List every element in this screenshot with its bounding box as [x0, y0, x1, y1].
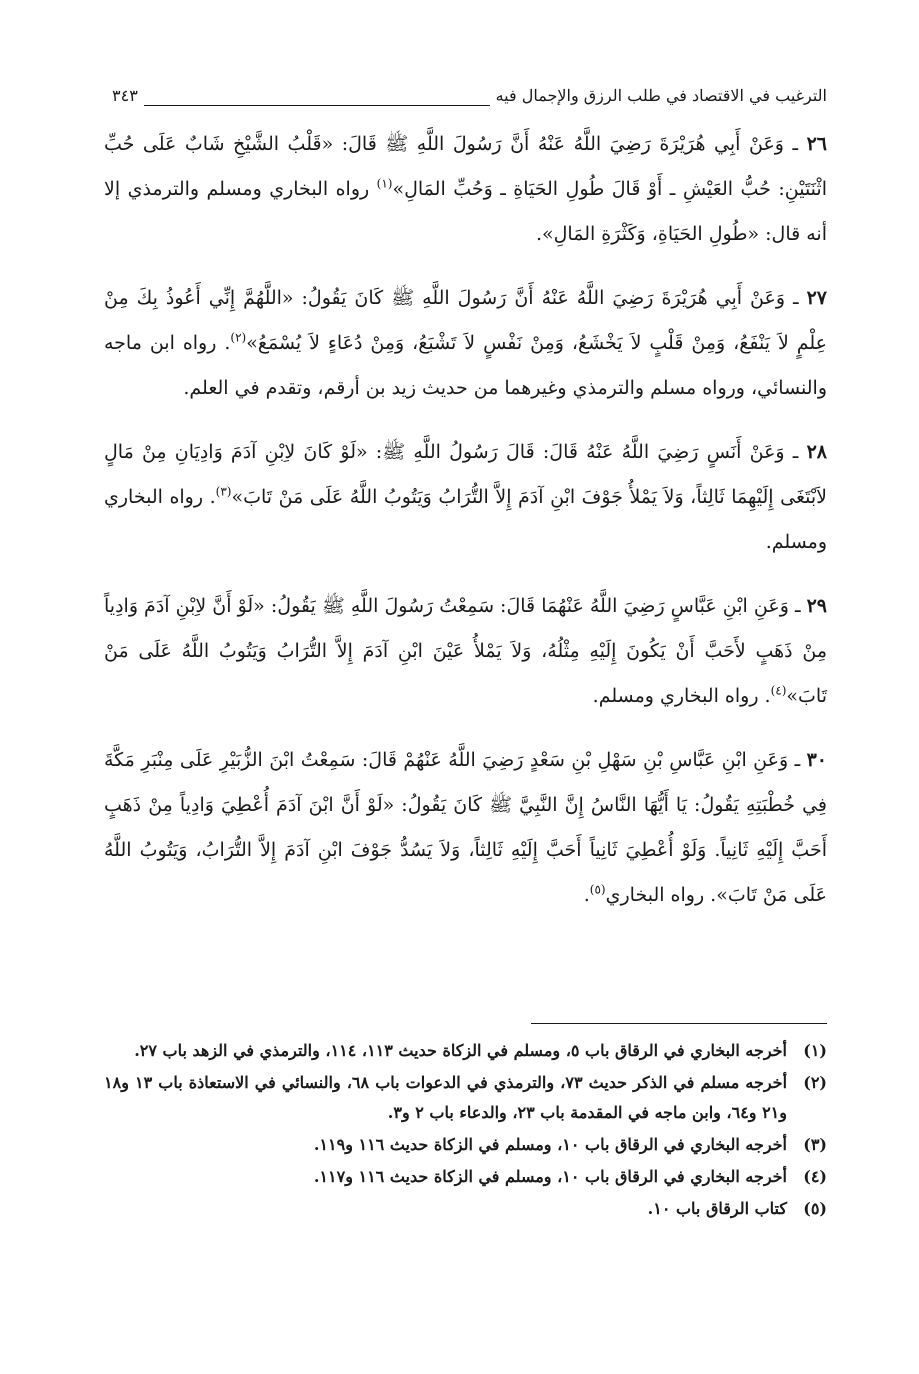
footnote-number: (٣) [803, 1135, 827, 1154]
hadith-tail: . رواه ابن ماجه والنسائي، ورواه مسلم والترمذي وغيرهما من حديث زيد بن أرقم، وتقدم في العلم. [104, 332, 827, 399]
footnote-number: (١) [803, 1041, 827, 1060]
hadith-text: وَعَنِ ابْنِ عَبَّاسِ بْنِ سَهْلِ بْنِ سَعْدٍ رَضِيَ اللَّهُ عَنْهُمْ قَالَ: سَمِعْتُ ابْنَ الزُّبَيْرِ عَلَى مِنْبَرِ مَكَّةَ فِي خُطْبَتِهِ يَقُولُ: يَا أَيُّهَا النَّاسُ إِنَّ النَّبِيَّ ﷺ كَانَ يَقُولُ: «لَوْ أَنَّ ابْنَ آدَمَ أُعْطِيَ وَادِياً مِنْ ذَهَبٍ أَحَبَّ إِلَيْهِ ثَانِياً. وَلَوْ أُعْطِيَ ثَانِياً أَحَبَّ إِلَيْهِ ثَالِثاً، وَلاَ يَسُدُّ جَوْفَ ابْنِ آدَمَ إِلاَّ التُّرَابُ، وَيَتُوبُ اللَّهُ عَلَى مَنْ تَابَ». رواه البخاري [104, 749, 827, 906]
hadith-number: ٢٨ [806, 441, 827, 463]
footnote-3 [104, 1130, 827, 1160]
footnote-4 [104, 1162, 827, 1192]
footnote-text: أخرجه البخاري في الرقاق باب ١٠، ومسلم في الزكاة حديث ١١٦ و١١٧. [313, 1167, 787, 1186]
hadith-29: ٢٩ ـ وَعَنِ ابْنِ عَبَّاسٍ رَضِيَ اللَّهُ عَنْهُمَا قَالَ: سَمِعْتُ رَسُولَ اللَّهِ ﷺ يَقُولُ: «لَوْ أَنَّ لاِبْنِ آدَمَ وَادِياً مِنْ ذَهَبٍ لأَحَبَّ أَنْ يَكُونَ إِلَيْهِ مِثْلُهُ، وَلاَ يَمْلأُ عَيْنَ ابْنِ آدَمَ إِلاَّ التُّرَابُ وَيَتُوبُ اللَّهُ عَلَى مَنْ تَابَ»$^{(٤)}$. رواه البخاري ومسلم. [104, 595, 827, 707]
footnote-5 [104, 1194, 827, 1224]
hadith-text: وَعَنْ أَبِي هُرَيْرَةَ رَضِيَ اللَّهُ عَنْهُ أَنَّ رَسُولَ اللَّهِ ﷺ قَالَ: «قَلْبُ الشَّيْخِ شَابٌ عَلَى حُبِّ اثْنَتَيْنِ: حُبُّ العَيْشِ ـ أَوْ قَالَ طُولِ الحَيَاةِ ـ وَحُبِّ المَالِ» [104, 133, 827, 200]
hadith-tail: . رواه البخاري ومسلم. [592, 685, 771, 707]
hadith-28: ٢٨ ـ وَعَنْ أَنَسٍ رَضِيَ اللَّهُ عَنْهُ قَالَ: قَالَ رَسُولُ اللَّهِ ﷺ: «لَوْ كَانَ لاِبْنِ آدَمَ وَادِيَانِ مِنْ مَالٍ لاَبْتَغَى إِلَيْهِمَا ثَالِثاً، وَلاَ يَمْلأُ جَوْفَ ابْنِ آدَمَ إِلاَّ التُّرَابُ وَيَتُوبُ اللَّهُ عَلَى مَنْ تَابَ»$^{(٣)}$. رواه البخاري ومسلم. [104, 441, 827, 553]
hadith-tail: . رواه البخاري ومسلم. [104, 486, 827, 553]
footnote-ref[interactable]: (٢) [230, 330, 247, 345]
footnote-number: (٥) [803, 1199, 827, 1218]
hadith-tail: . [583, 884, 590, 906]
hadith-27: ٢٧ ـ وَعَنْ أَبِي هُرَيْرَةَ رَضِيَ اللَّهُ عَنْهُ أَنَّ رَسُولَ اللَّهِ ﷺ كَانَ يَقُولُ: «اللَّهُمَّ إِنِّي أَعُوذُ بِكَ مِنْ عِلْمٍ لاَ يَنْفَعُ، وَمِنْ قَلْبٍ لاَ يَخْشَعُ، وَمِنْ نَفْسٍ لاَ تَشْبَعُ، وَمِنْ دُعَاءٍ لاَ يُسْمَعُ»$^{(٢)}$. رواه ابن ماجه والنسائي، ورواه مسلم والترمذي وغيرهما من حديث زيد بن أرقم، وتقدم في العلم. [104, 287, 827, 399]
page-number: ٣٤٣ [112, 86, 138, 105]
footnote-text: أخرجه مسلم في الذكر حديث ٧٣، والترمذي في الدعوات باب ٦٨، والنسائي في الاستعاذة باب ١٣ و١٨ و٢١ و٦٤، وابن ماجه في المقدمة باب ٢٣، والدعاء باب ٢ و٣. [104, 1073, 788, 1122]
footnote-text: أخرجه البخاري في الرقاق باب ١٠، ومسلم في الزكاة حديث ١١٦ و١١٩. [313, 1135, 787, 1154]
hadith-number: ٣٠ [806, 749, 827, 771]
header-rule [144, 105, 490, 106]
hadith-body [104, 122, 827, 937]
footnote-number: (٤) [803, 1167, 827, 1186]
hadith-number: ٢٩ [806, 595, 827, 617]
footnote-number: (٢) [803, 1073, 827, 1092]
footnote-separator [531, 1023, 827, 1024]
running-header [112, 84, 827, 108]
hadith-30: ٣٠ ـ وَعَنِ ابْنِ عَبَّاسِ بْنِ سَهْلِ بْنِ سَعْدٍ رَضِيَ اللَّهُ عَنْهُمْ قَالَ: سَمِعْتُ ابْنَ الزُّبَيْرِ عَلَى مِنْبَرِ مَكَّةَ فِي خُطْبَتِهِ يَقُولُ: يَا أَيُّهَا النَّاسُ إِنَّ النَّبِيَّ ﷺ كَانَ يَقُولُ: «لَوْ أَنَّ ابْنَ آدَمَ أُعْطِيَ وَادِياً مِنْ ذَهَبٍ أَحَبَّ إِلَيْهِ ثَانِياً. وَلَوْ أُعْطِيَ ثَانِياً أَحَبَّ إِلَيْهِ ثَالِثاً، وَلاَ يَسُدُّ جَوْفَ ابْنِ آدَمَ إِلاَّ التُّرَابُ، وَيَتُوبُ اللَّهُ عَلَى مَنْ تَابَ». رواه البخاري$^{(٥)}$. [104, 749, 827, 906]
footnote-ref[interactable]: (٣) [215, 484, 232, 499]
footnote-ref[interactable]: (٥) [589, 882, 606, 897]
header-title: الترغيب في الاقتصاد في طلب الرزق والإجمال فيه [495, 86, 827, 105]
footnote-text: أخرجه البخاري في الرقاق باب ٥، ومسلم في الزكاة حديث ١١٣، ١١٤، والترمذي في الزهد باب ٢٧. [134, 1041, 787, 1060]
hadith-number: ٢٦ [806, 133, 827, 155]
hadith-number: ٢٧ [806, 287, 827, 309]
footnote-2 [104, 1068, 827, 1128]
hadith-text: وَعَنْ أَبِي هُرَيْرَةَ رَضِيَ اللَّهُ عَنْهُ أَنَّ رَسُولَ اللَّهِ ﷺ كَانَ يَقُولُ: «اللَّهُمَّ إِنِّي أَعُوذُ بِكَ مِنْ عِلْمٍ لاَ يَنْفَعُ، وَمِنْ قَلْبٍ لاَ يَخْشَعُ، وَمِنْ نَفْسٍ لاَ تَشْبَعُ، وَمِنْ دُعَاءٍ لاَ يُسْمَعُ» [104, 287, 827, 354]
hadith-text: وَعَنْ أَنَسٍ رَضِيَ اللَّهُ عَنْهُ قَالَ: قَالَ رَسُولُ اللَّهِ ﷺ: «لَوْ كَانَ لاِبْنِ آدَمَ وَادِيَانِ مِنْ مَالٍ لاَبْتَغَى إِلَيْهِمَا ثَالِثاً، وَلاَ يَمْلأُ جَوْفَ ابْنِ آدَمَ إِلاَّ التُّرَابُ وَيَتُوبُ اللَّهُ عَلَى مَنْ تَابَ» [104, 441, 827, 508]
hadith-tail: رواه البخاري ومسلم والترمذي إلا أنه قال: «طُولِ الحَيَاةِ، وَكَثْرَةِ المَالِ». [104, 178, 827, 245]
footnotes [104, 1036, 827, 1226]
footnote-ref[interactable]: (٤) [770, 683, 787, 698]
hadith-text: وَعَنِ ابْنِ عَبَّاسٍ رَضِيَ اللَّهُ عَنْهُمَا قَالَ: سَمِعْتُ رَسُولَ اللَّهِ ﷺ يَقُولُ: «لَوْ أَنَّ لاِبْنِ آدَمَ وَادِياً مِنْ ذَهَبٍ لأَحَبَّ أَنْ يَكُونَ إِلَيْهِ مِثْلُهُ، وَلاَ يَمْلأُ عَيْنَ ابْنِ آدَمَ إِلاَّ التُّرَابُ وَيَتُوبُ اللَّهُ عَلَى مَنْ تَابَ» [104, 595, 827, 707]
footnote-1 [104, 1036, 827, 1066]
footnote-text: كتاب الرقاق باب ١٠. [647, 1199, 787, 1218]
footnote-ref[interactable]: (١) [376, 176, 393, 191]
hadith-26: ٢٦ ـ وَعَنْ أَبِي هُرَيْرَةَ رَضِيَ اللَّهُ عَنْهُ أَنَّ رَسُولَ اللَّهِ ﷺ قَالَ: «قَلْبُ الشَّيْخِ شَابٌ عَلَى حُبِّ اثْنَتَيْنِ: حُبُّ العَيْشِ ـ أَوْ قَالَ طُولِ الحَيَاةِ ـ وَحُبِّ المَالِ»$^{(١)}$ رواه البخاري ومسلم والترمذي إلا أنه قال: «طُولِ الحَيَاةِ، وَكَثْرَةِ المَالِ». [104, 133, 827, 245]
